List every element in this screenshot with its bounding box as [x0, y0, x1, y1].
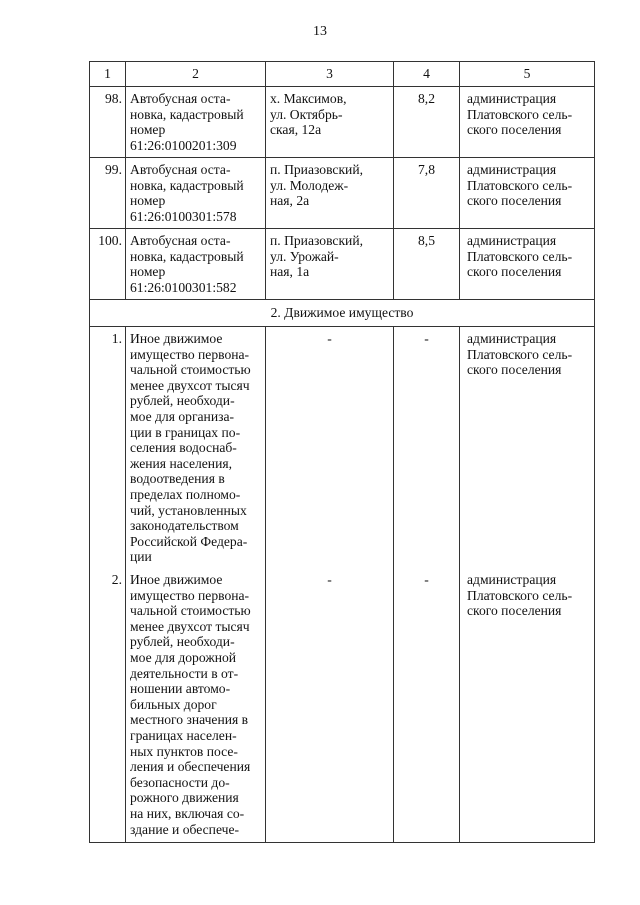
section-title: 2. Движимое имущество	[90, 300, 595, 327]
object-name-line: менее двухсот тысяч	[130, 377, 250, 393]
object-value: 8,2	[394, 87, 460, 158]
object-name-line: имущество первона-	[130, 587, 250, 603]
object-name-line: пределах полномо-	[130, 486, 241, 502]
header-row	[90, 62, 595, 87]
object-owner-line: администрация	[467, 91, 557, 106]
object-owner	[460, 327, 595, 569]
property-table	[89, 61, 595, 843]
table-row	[90, 87, 595, 158]
object-value: -	[394, 327, 460, 569]
page-number: 13	[313, 24, 327, 39]
object-name-line: безопасности до-	[130, 774, 230, 790]
object-name-line: имущество первона-	[130, 346, 250, 362]
header-cell-2: 2	[126, 62, 266, 87]
table-row	[90, 229, 595, 300]
row-number: 1.	[90, 327, 126, 569]
object-name-line: на них, включая со-	[130, 805, 245, 821]
object-address-line: ская, 12а	[270, 122, 322, 138]
row-number: 99.	[90, 158, 126, 229]
header-cell-5: 5	[460, 62, 595, 87]
object-address: -	[266, 327, 394, 569]
object-name-line: чий, установленных	[130, 502, 247, 518]
object-owner-line: администрация	[467, 572, 557, 587]
object-owner-line: ского поселения	[467, 193, 562, 209]
object-owner-line: Платовского сель-	[467, 346, 573, 362]
object-address-line: х. Максимов,	[270, 91, 347, 106]
object-name-line: местного значения в	[130, 712, 249, 728]
object-name-line: Автобусная оста-	[130, 91, 231, 106]
object-name-line: новка, кадастровый	[130, 106, 244, 122]
object-owner	[460, 87, 595, 158]
object-name-line: Иное движимое	[130, 331, 223, 346]
section-row	[90, 300, 595, 327]
object-name-line: жения населения,	[130, 455, 233, 471]
object-name-line: селения водоснаб-	[130, 440, 237, 456]
object-name-line: номер	[130, 122, 166, 138]
object-name-line: ления и обеспечения	[130, 759, 251, 775]
object-address-line: ул. Октябрь-	[270, 106, 343, 122]
row-number: 98.	[90, 87, 126, 158]
object-name-line: 61:26:0100301:578	[130, 208, 237, 224]
object-owner-line: ского поселения	[467, 362, 562, 378]
object-name-line: чальной стоимостью	[130, 603, 251, 619]
object-name	[126, 568, 266, 843]
header-cell-4: 4	[394, 62, 460, 87]
object-name-line: ции	[130, 549, 152, 565]
object-owner-line: администрация	[467, 331, 557, 346]
object-owner-line: Платовского сель-	[467, 177, 573, 193]
object-owner	[460, 568, 595, 843]
object-owner	[460, 158, 595, 229]
object-name-line: здание и обеспече-	[130, 821, 240, 837]
object-name-line: Автобусная оста-	[130, 162, 231, 177]
object-name-line: деятельности в от-	[130, 665, 239, 681]
object-owner-line: ского поселения	[467, 603, 562, 619]
row-number: 2.	[90, 568, 126, 843]
object-value: -	[394, 568, 460, 843]
object-name	[126, 87, 266, 158]
object-name-line: Автобусная оста-	[130, 233, 231, 248]
object-address-line: ул. Молодеж-	[270, 177, 349, 193]
object-name-line: новка, кадастровый	[130, 177, 244, 193]
object-address	[266, 87, 394, 158]
object-name-line: Российской Федера-	[130, 533, 248, 549]
object-value: 8,5	[394, 229, 460, 300]
object-name-line: бильных дорог	[130, 696, 217, 712]
object-value: 7,8	[394, 158, 460, 229]
object-owner-line: Платовского сель-	[467, 248, 573, 264]
object-name-line: водоотведения в	[130, 471, 225, 487]
object-name-line: 61:26:0100201:309	[130, 137, 237, 153]
object-name-line: ных пунктов посе-	[130, 743, 238, 759]
object-address	[266, 229, 394, 300]
object-address-line: ная, 1а	[270, 264, 310, 280]
object-name-line: законодательством	[130, 518, 239, 534]
object-name-line: мое для организа-	[130, 408, 235, 424]
header-cell-3: 3	[266, 62, 394, 87]
object-owner-line: ского поселения	[467, 122, 562, 138]
object-name-line: границах населен-	[130, 727, 237, 743]
object-name-line: рублей, необходи-	[130, 393, 235, 409]
object-owner-line: ского поселения	[467, 264, 562, 280]
object-name-line: номер	[130, 264, 166, 280]
object-name-line: новка, кадастровый	[130, 248, 244, 264]
object-owner-line: Платовского сель-	[467, 587, 573, 603]
object-name-line: номер	[130, 193, 166, 209]
table-row	[90, 158, 595, 229]
object-owner-line: администрация	[467, 233, 557, 248]
object-address-line: ная, 2а	[270, 193, 310, 209]
object-address-line: п. Приазовский,	[270, 162, 364, 177]
object-address	[266, 158, 394, 229]
object-owner	[460, 229, 595, 300]
object-owner-line: Платовского сель-	[467, 106, 573, 122]
object-owner-line: администрация	[467, 162, 557, 177]
table-row	[90, 327, 595, 569]
object-address: -	[266, 568, 394, 843]
object-name-line: 61:26:0100301:582	[130, 279, 237, 295]
row-number: 100.	[90, 229, 126, 300]
object-name-line: мое для дорожной	[130, 649, 237, 665]
object-name-line: ции в границах по-	[130, 424, 241, 440]
object-name-line: ношении автомо-	[130, 681, 231, 697]
object-address-line: ул. Урожай-	[270, 248, 339, 264]
header-cell-1: 1	[90, 62, 126, 87]
object-address-line: п. Приазовский,	[270, 233, 364, 248]
object-name-line: рублей, необходи-	[130, 634, 235, 650]
object-name-line: менее двухсот тысяч	[130, 618, 250, 634]
object-name-line: Иное движимое	[130, 572, 223, 587]
object-name-line: рожного движения	[130, 790, 239, 806]
table-row	[90, 568, 595, 843]
object-name	[126, 327, 266, 569]
object-name	[126, 158, 266, 229]
object-name	[126, 229, 266, 300]
object-name-line: чальной стоимостью	[130, 362, 251, 378]
